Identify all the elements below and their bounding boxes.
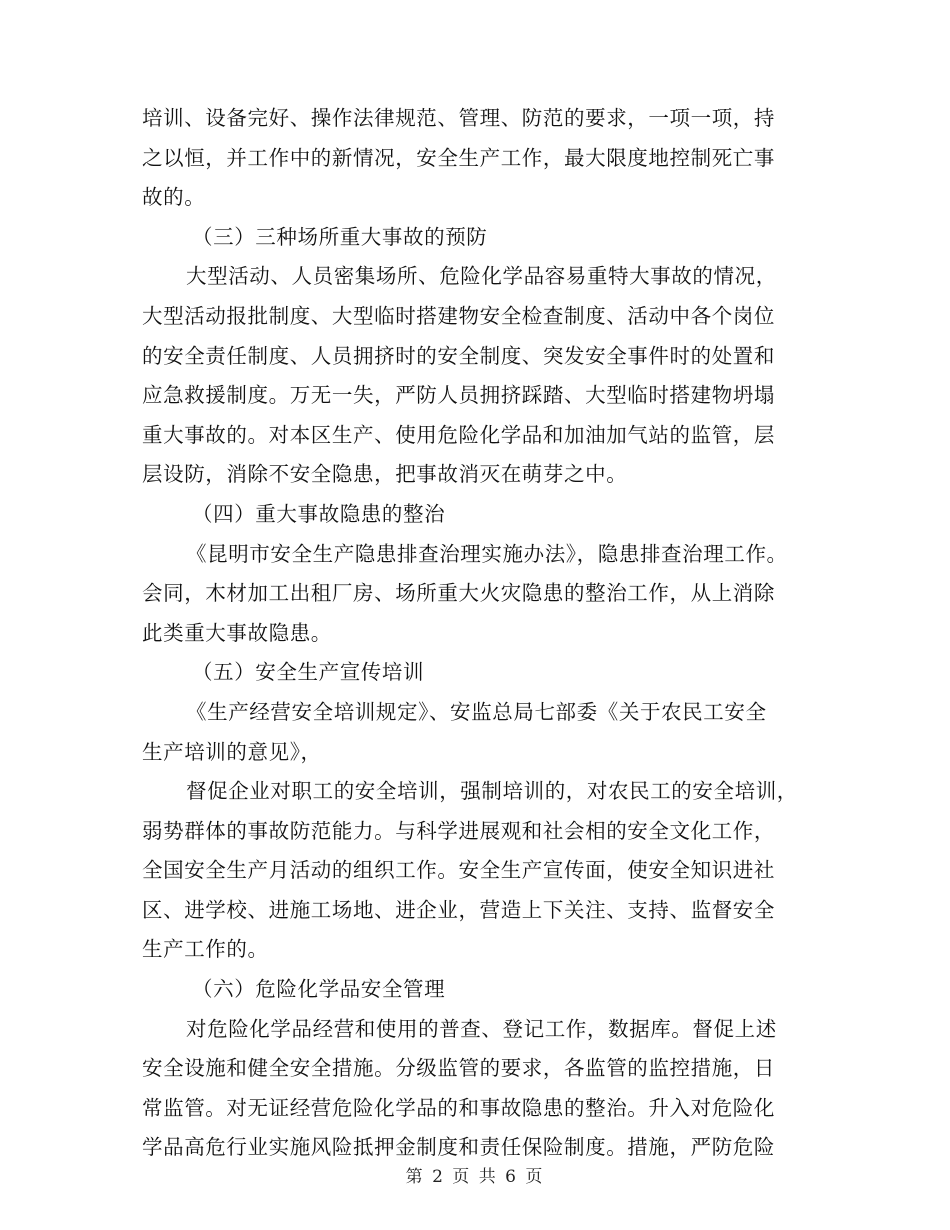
text-line: 之以恒，并工作中的新情况，安全生产工作，最大限度地控制死亡事: [142, 145, 775, 170]
text-line: 故的。: [142, 185, 206, 210]
text-line: 督促企业对职工的安全培训，强制培训的，对农民工的安全培训，: [186, 779, 798, 804]
page-footer: 第 2 页 共 6 页: [405, 1167, 545, 1187]
text-line: 全国安全生产月活动的组织工作。安全生产宣传面，使安全知识进社: [142, 858, 775, 883]
text-line: 《昆明市安全生产隐患排查治理实施办法》，隐患排查治理工作。: [186, 541, 788, 566]
text-line: 大型活动、人员密集场所、危险化学品容易重特大事故的情况，: [186, 264, 777, 289]
section-heading: （三）三种场所重大事故的预防: [192, 224, 488, 249]
text-line: 大型活动报批制度、大型临时搭建物安全检查制度、活动中各个岗位: [142, 303, 775, 328]
text-line: 应急救援制度。万无一失，严防人员拥挤踩踏、大型临时搭建物坍塌: [142, 383, 775, 408]
text-line: 此类重大事故隐患。: [142, 620, 332, 645]
section-heading: （四）重大事故隐患的整治: [192, 501, 446, 526]
text-line: 学品高危行业实施风险抵押金制度和责任保险制度。措施，严防危险: [142, 1135, 775, 1160]
text-line: 生产工作的。: [142, 937, 269, 962]
text-line: 安全设施和健全安全措施。分级监管的要求，各监管的监控措施，日: [142, 1056, 775, 1081]
text-line: 生产培训的意见》，: [142, 739, 322, 764]
text-line: 弱势群体的事故防范能力。与科学进展观和社会相的安全文化工作，: [142, 818, 775, 843]
text-line: 层设防，消除不安全隐患，把事故消灭在萌芽之中。: [142, 462, 628, 487]
text-line: 对危险化学品经营和使用的普查、登记工作，数据库。督促上述: [186, 1016, 777, 1041]
text-line: 重大事故的。对本区生产、使用危险化学品和加油加气站的监管，层: [142, 422, 775, 447]
text-line: 会同，木材加工出租厂房、场所重大火灾隐患的整治工作，从上消除: [142, 581, 775, 606]
text-line: 区、进学校、进施工场地、进企业，营造上下关注、支持、监督安全: [142, 897, 775, 922]
section-heading: （六）危险化学品安全管理: [192, 977, 446, 1002]
text-line: 常监管。对无证经营危险化学品的和事故隐患的整治。升入对危险化: [142, 1095, 775, 1120]
text-line: 《生产经营安全培训规定》、安监总局七部委《关于农民工安全: [186, 699, 767, 724]
document-body: [142, 99, 822, 1168]
text-line: 的安全责任制度、人员拥挤时的安全制度、突发安全事件时的处置和: [142, 343, 775, 368]
section-heading: （五）安全生产宣传培训: [192, 660, 425, 685]
text-line: 培训、设备完好、操作法律规范、管理、防范的要求，一项一项，持: [142, 106, 775, 130]
